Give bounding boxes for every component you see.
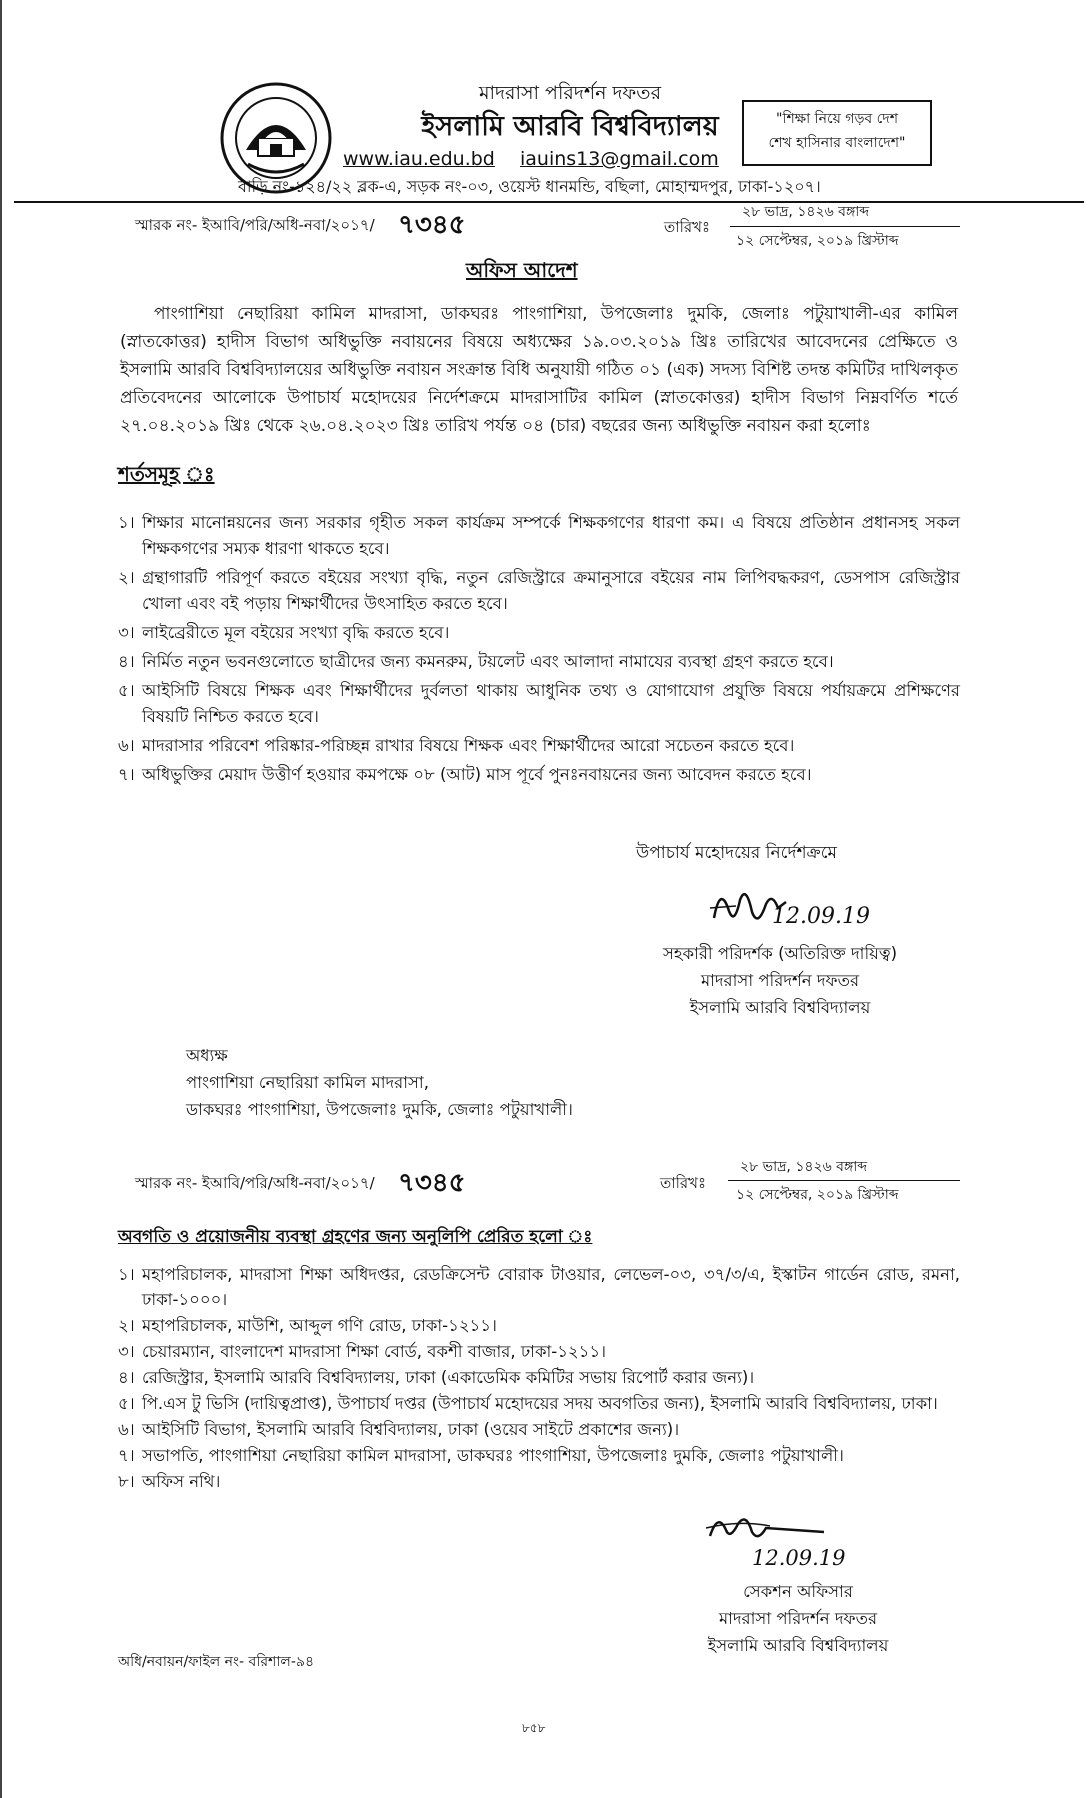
list-item: ৪। রেজিস্ট্রার, ইসলামি আরবি বিশ্ববিদ্যালয়, ঢাকা (একাডেমিক কমিটির সভায় রিপোর্ট করার জন্য)। <box>118 1368 755 1387</box>
memo-number-handwritten-2: ৭৩৪৫ <box>398 1168 466 1198</box>
list-item: ১। মহাপরিচালক, মাদরাসা শিক্ষা অধিদপ্তর, রেডক্রিসেন্ট বোরাক টাওয়ার, লেভেল-০৩, ৩৭/৩/এ, ইস্কাটন গার্ডেন রোড, রমনা, ঢাকা-১০০০। <box>118 1265 960 1309</box>
slogan-line-1: "শিক্ষা নিয়ে গড়ব দেশ <box>776 111 898 127</box>
list-item: ৮। অফিস নথি। <box>118 1472 221 1491</box>
date-divider-2 <box>728 1180 960 1181</box>
list-item: ৭। অধিভুক্তির মেয়াদ উত্তীর্ণ হওয়ার কমপক্ষে ০৮ (আট) মাস পূর্বে পুনঃনবায়নের জন্য আবেদন করতে হবে। <box>118 765 812 784</box>
slogan-line-2: শেখ হাসিনার বাংলাদেশ" <box>768 135 906 151</box>
list-item: ৩। লাইব্রেরীতে মূল বইয়ের সংখ্যা বৃদ্ধি করতে হবে। <box>118 623 450 642</box>
addressee-title: অধ্যক্ষ <box>186 1046 228 1065</box>
header-divider <box>14 201 1084 203</box>
document-title: অফিস আদেশ <box>466 258 578 282</box>
conditions-list <box>118 510 960 791</box>
list-item: ১। শিক্ষার মানোন্নয়নের জন্য সরকার গৃহীত সকল কার্যক্রম সম্পর্কে শিক্ষকগণের ধারণা কম। এ বিষয়ে প্রতিষ্ঠান প্রধানসহ সকল শিক্ষকগণের সম্যক ধারণা থাকতে হবে। <box>118 513 960 558</box>
addressee-address: ডাকঘরঃ পাংগাশিয়া, উপজেলাঃ দুমকি, জেলাঃ পটুয়াখালী। <box>186 1100 573 1119</box>
slogan-box <box>742 100 932 166</box>
copy-heading: অবগতি ও প্রয়োজনীয় ব্যবস্থা গ্রহণের জন্য অনুলিপি প্রেরিত হলো ঃ <box>118 1227 593 1247</box>
conditions-heading: শর্তসমূহ ঃ <box>118 462 215 486</box>
date-bangla: ২৮ ভাদ্র, ১৪২৬ বঙ্গাব্দ <box>742 204 870 220</box>
signature-2 <box>700 1506 830 1550</box>
memo-label: স্মারক নং- ইআবি/পরি/অধি-নবা/২০১৭/ <box>135 216 375 234</box>
copies-list <box>118 1262 960 1495</box>
date-english-2: ১২ সেপ্টেম্বর, ২০১৯ খ্রিস্টাব্দ <box>736 1187 899 1203</box>
list-item: ৩। চেয়ারম্যান, বাংলাদেশ মাদরাসা শিক্ষা বোর্ড, বকশী বাজার, ঢাকা-১২১১। <box>118 1342 606 1361</box>
signatory-university: ইসলামি আরবি বিশ্ববিদ্যালয় <box>707 1636 889 1655</box>
date-english: ১২ সেপ্টেম্বর, ২০১৯ খ্রিস্টাব্দ <box>736 233 899 249</box>
date-bangla-2: ২৮ ভাদ্র, ১৪২৬ বঙ্গাব্দ <box>740 1159 868 1175</box>
date-divider <box>730 226 960 227</box>
office-name: মাদরাসা পরিদর্শন দফতর <box>478 82 662 104</box>
signatory-designation: সেকশন অফিসার <box>743 1582 853 1601</box>
list-item: ৬। মাদরাসার পরিবেশ পরিষ্কার-পরিচ্ছন্ন রাখার বিষয়ে শিক্ষক এবং শিক্ষার্থীদের আরো সচেতন করতে হবে। <box>118 736 795 755</box>
signatory-2 <box>668 1578 928 1659</box>
website-link[interactable]: www.iau.edu.bd <box>343 148 495 170</box>
page-number: ৮৫৮ <box>522 1721 546 1735</box>
signatory-designation: সহকারী পরিদর্শক (অতিরিক্ত দায়িত্ব) <box>662 944 898 963</box>
signatory-office: মাদরাসা পরিদর্শন দফতর <box>718 1609 878 1628</box>
body-text: পাংগাশিয়া নেছারিয়া কামিল মাদরাসা, ডাকঘরঃ পাংগাশিয়া, উপজেলাঃ দুমকি, জেলাঃ পটুয়াখালী-এর কামিল (স্নাতকোত্তর) হাদীস বিভাগ অধিভুক্তি নবায়নের বিষয়ে অধ্যক্ষের ১৯.০৩.২০১৯ খ্রিঃ তারিখের আবেদনের প্রেক্ষিতে ও ইসলামি আরবি বিশ্ববিদ্যালয়ের অধিভুক্তি নবায়ন সংক্রান্ত বিধি অনুযায়ী গঠিত ০১ (এক) সদস্য বিশিষ্ট তদন্ত কমিটির দাখিলকৃত প্রতিবেদনের আলোকে উপাচার্য মহোদয়ের নির্দেশক্রমে মাদরাসাটির কামিল (স্নাতকোত্তর) হাদীস বিভাগ নিম্নবর্ণিত শর্তে ২৭.০৪.২০১৯ খ্রিঃ থেকে ২৬.০৪.২০২৩ খ্রিঃ তারিখ পর্যন্ত ০৪ (চার) বছরের জন্য অধিভুক্তি নবায়ন করা হলোঃ <box>120 304 958 436</box>
office-address: বাড়ি নং-১২৪/২২ ব্লক-এ, সড়ক নং-০৩, ওয়েস্ট ধানমন্ডি, বছিলা, মোহাম্মদপুর, ঢাকা-১২০৭। <box>238 177 821 196</box>
body-paragraph <box>120 300 958 440</box>
list-item: ৪। নির্মিত নতুন ভবনগুলোতে ছাত্রীদের জন্য কমনরুম, টয়লেট এবং আলাদা নামাযের ব্যবস্থা গ্রহণ করতে হবে। <box>118 652 834 671</box>
list-item: ৬। আইসিটি বিভাগ, ইসলামি আরবি বিশ্ববিদ্যালয়, ঢাকা (ওয়েব সাইটে প্রকাশের জন্য)। <box>118 1420 680 1439</box>
handwritten-date-2: 12.09.19 <box>752 1546 846 1570</box>
addressee <box>186 1042 573 1123</box>
list-item: ৫। আইসিটি বিষয়ে শিক্ষক এবং শিক্ষার্থীদের দুর্বলতা থাকায় আধুনিক তথ্য ও যোগাযোগ প্রযুক্তি বিষয়ে পর্যায়ক্রমে প্রশিক্ষণের বিষয়টি নিশ্চিত করতে হবে। <box>118 681 960 726</box>
scan-edge <box>0 0 2 1798</box>
memo-label-2: স্মারক নং- ইআবি/পরি/অধি-নবা/২০১৭/ <box>135 1174 375 1192</box>
signatory-1 <box>620 940 940 1021</box>
handwritten-date-1: 12.09.19 <box>772 904 870 929</box>
file-reference: অধি/নবায়ন/ফাইল নং- বরিশাল-৯৪ <box>118 1654 315 1670</box>
signatory-university: ইসলামি আরবি বিশ্ববিদ্যালয় <box>689 998 871 1017</box>
university-name: ইসলামি আরবি বিশ্ববিদ্যালয় <box>421 111 719 142</box>
list-item: ২। মহাপরিচালক, মাউশি, আব্দুল গণি রোড, ঢাকা-১২১১। <box>118 1316 497 1335</box>
memo-number-handwritten: ৭৩৪৫ <box>398 210 466 240</box>
signatory-office: মাদরাসা পরিদর্শন দফতর <box>700 971 860 990</box>
email-link[interactable]: iauins13@gmail.com <box>520 148 719 170</box>
vc-direction: উপাচার্য মহোদয়ের নির্দেশক্রমে <box>636 843 837 863</box>
list-item: ২। গ্রন্থাগারটি পরিপূর্ণ করতে বইয়ের সংখ্যা বৃদ্ধি, নতুন রেজিস্ট্রারে ক্রমানুসারে বইয়ের নাম লিপিবদ্ধকরণ, ডেসপাস রেজিস্ট্রার খোলা এবং বই পড়ায় শিক্ষার্থীদের উৎসাহিত করতে হবে। <box>118 568 960 613</box>
list-item: ৭। সভাপতি, পাংগাশিয়া নেছারিয়া কামিল মাদরাসা, ডাকঘরঃ পাংগাশিয়া, উপজেলাঃ দুমকি, জেলাঃ পটুয়াখালী। <box>118 1446 844 1465</box>
list-item: ৫। পি.এস টু ভিসি (দায়িত্বপ্রাপ্ত), উপাচার্য দপ্তর (উপাচার্য মহোদয়ের সদয় অবগতির জন্য), ইসলামি আরবি বিশ্ববিদ্যালয়, ঢাকা। <box>118 1394 938 1413</box>
addressee-institution: পাংগাশিয়া নেছারিয়া কামিল মাদরাসা, <box>186 1073 429 1092</box>
date-label-2: তারিখঃ <box>660 1174 706 1192</box>
date-label: তারিখঃ <box>664 218 710 236</box>
